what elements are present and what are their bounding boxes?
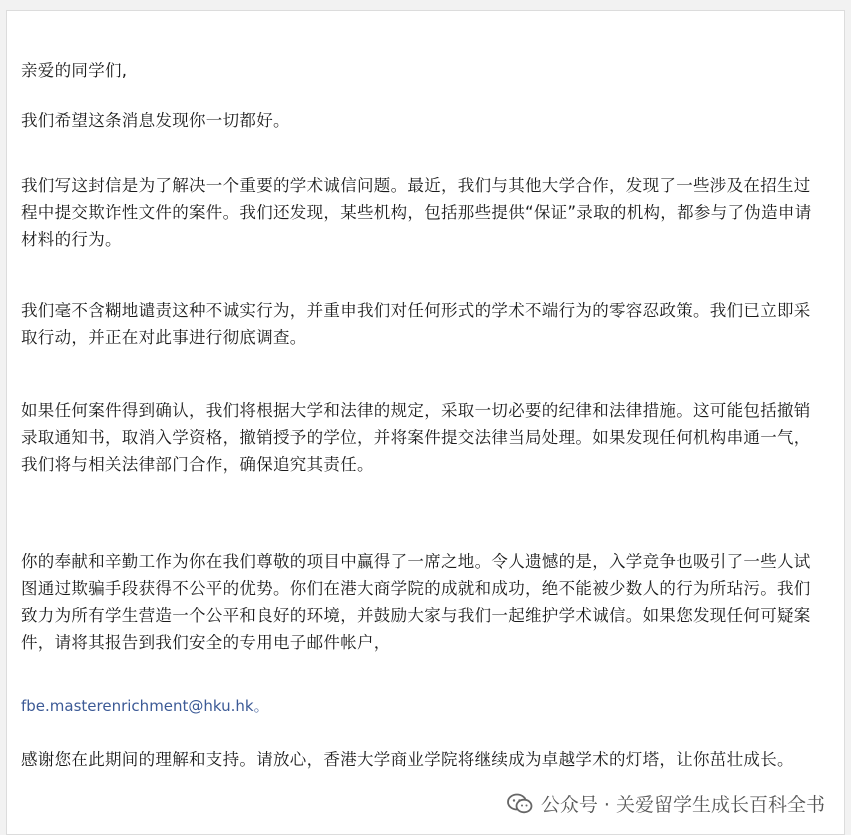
- paragraph-integrity-issue: 我们写这封信是为了解决一个重要的学术诚信问题。最近，我们与其他大学合作，发现了一些涉及在招生过程中提交欺诈性文件的案件。我们还发现，某些机构，包括那些提供“保证”录取的机构，都参与了伪造申请材料的行为。: [21, 176, 812, 249]
- opening-wish: 我们希望这条消息发现你一切都好。: [21, 111, 290, 130]
- watermark-text: 公众号 · 关爱留学生成长百科全书: [540, 794, 825, 816]
- paragraph-condemnation: 我们毫不含糊地谴责这种不诚实行为，并重申我们对任何形式的学术不端行为的零容忍政策。我们已立即采取行动，并正在对此事进行彻底调查。: [21, 301, 811, 347]
- report-email-address: fbe.masterenrichment@hku.hk。: [21, 697, 269, 715]
- closing-paragraph: 感谢您在此期间的理解和支持。请放心，香港大学商业学院将继续成为卓越学术的灯塔，让你茁壮成长。: [21, 750, 794, 769]
- watermark: [503, 788, 829, 819]
- paragraph-dedication: 你的奉献和辛勤工作为你在我们尊敬的项目中赢得了一席之地。令人遗憾的是，入学竞争也吸引了一些人试图通过欺骗手段获得不公平的优势。你们在港大商学院的成就和成功，绝不能被少数人的行为所玷污。我们致力为所有学生营造一个公平和良好的环境，并鼓励大家与我们一起维护学术诚信。如果您发现任何可疑案件，请将其报告到我们安全的专用电子邮件帐户，: [21, 552, 811, 652]
- wechat-icon: [507, 793, 533, 815]
- letter-page: [6, 10, 845, 835]
- greeting: 亲爱的同学们,: [21, 61, 128, 80]
- paragraph-consequences: 如果任何案件得到确认，我们将根据大学和法律的规定，采取一切必要的纪律和法律措施。这可能包括撤销录取通知书，取消入学资格，撤销授予的学位，并将案件提交法律当局处理。如果发现任何机构串通一气，我们将与相关法律部门合作，确保追究其责任。: [21, 401, 811, 474]
